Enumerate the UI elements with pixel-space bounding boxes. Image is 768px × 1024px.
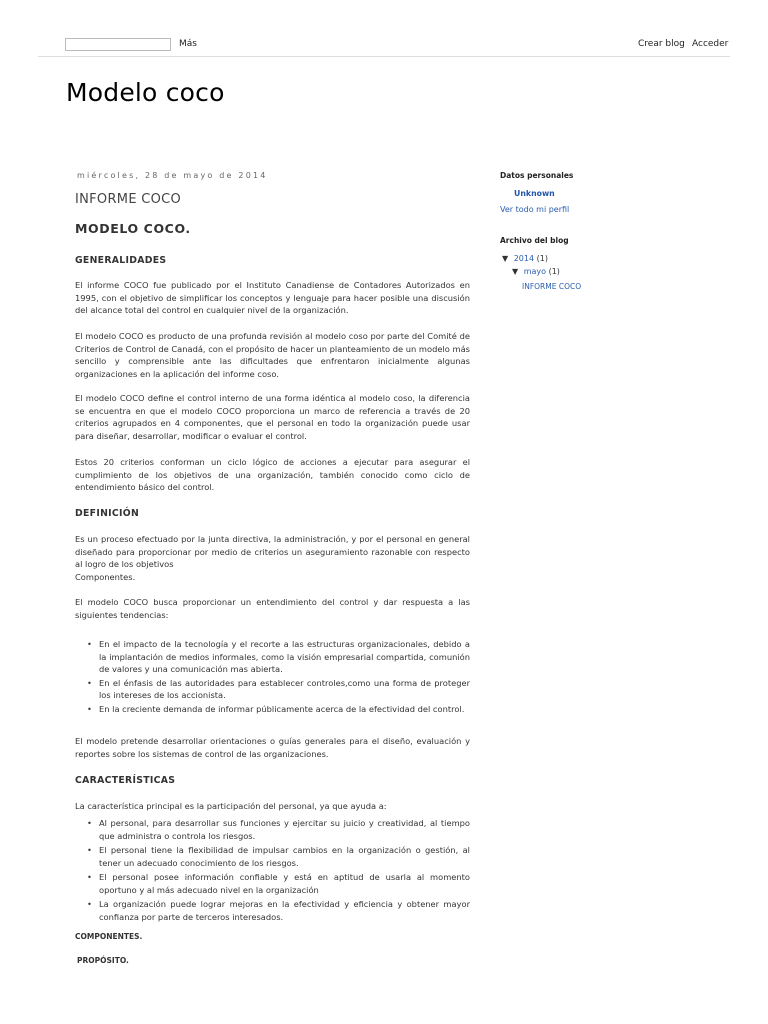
archive-month-link[interactable]: mayo — [523, 267, 547, 276]
blogger-navbar — [38, 30, 730, 57]
list-item: • En el impacto de la tecnología y el recorte a las estructuras organizacionales, debido a la implantación de medios informales, como la visión empresarial compartida, comunión de valores y una comunicación mas abierta. — [75, 638, 470, 676]
archive-month-count: (1) — [548, 267, 560, 276]
caracteristicas-list — [75, 817, 470, 923]
proposito-heading: PROPÓSITO. — [77, 956, 129, 965]
definicion-heading: DEFINICIÓN — [75, 508, 140, 519]
list-item: • En el énfasis de las autoridades para establecer controles,como una forma de proteger los intereses de los accionista. — [75, 677, 470, 702]
list-item: • El personal posee información confiable y está en aptitud de usarla al momento oportuno y al más adecuado nivel en la organización — [75, 871, 470, 896]
archive-month-row — [512, 267, 560, 276]
list-item: • El personal tiene la flexibilidad de impulsar cambios en la organización o gestión, al tener un adecuado conocimiento de los riesgos. — [75, 844, 470, 869]
componentes-heading: COMPONENTES. — [75, 932, 143, 941]
more-link[interactable]: Más — [179, 39, 197, 49]
post-date: miércoles, 28 de mayo de 2014 — [77, 171, 268, 180]
list-item: • En la creciente demanda de informar públicamente acerca de la efectividad del control. — [75, 703, 470, 716]
generalidades-paragraph-3: El modelo COCO define el control interno de una forma idéntica al modelo coso, la diferencia se encuentra en que el modelo COCO proporciona un marco de referencia a través de 20 criterios agrupados en 4 componentes, que el personal en todo la organización puede usar para diseñar, desarrollar, modificar o evaluar el control. — [75, 393, 470, 441]
caracteristicas-heading: CARACTERÍSTICAS — [75, 775, 176, 786]
collapse-triangle-icon[interactable]: ▼ — [502, 254, 509, 263]
blog-title[interactable]: Modelo coco — [66, 78, 225, 107]
list-item: • La organización puede lograr mejoras en la efectividad y eficiencia y obtener mayor confianza por parte de terceros interesados. — [75, 898, 470, 923]
archive-post-link[interactable]: INFORME COCO — [522, 282, 582, 291]
archive-year-row — [502, 254, 548, 263]
profile-name-link[interactable]: Unknown — [514, 189, 555, 198]
generalidades-heading: GENERALIDADES — [75, 255, 167, 266]
archive-year-count: (1) — [536, 254, 548, 263]
list-item: • Al personal, para desarrollar sus funciones y ejercitar su juicio y creatividad, al tiempo que administra o controla los riesgos. — [75, 817, 470, 842]
navbar-search-input[interactable] — [65, 38, 171, 51]
componentes-line: Componentes. — [75, 572, 136, 582]
archive-year-link[interactable]: 2014 — [513, 254, 535, 263]
definicion-paragraph: Es un proceso efectuado por la junta directiva, la administración, y por el personal en general diseñado para proporcionar por medio de criterios un aseguramiento razonable con respecto al logro de los objetivos — [75, 534, 470, 569]
generalidades-paragraph-2: El modelo COCO es producto de una profunda revisión al modelo coso por parte del Comité de Criterios de Control de Canadá, con el propósito de hacer un planteamiento de un modelo más sencillo y comprensible ante las dificultades que enfrentaron inicialmente algunas organizaciones en la aplicación del informe coso. — [75, 331, 470, 379]
profile-heading: Datos personales — [500, 171, 574, 180]
definicion-intro: El modelo COCO busca proporcionar un entendimiento del control y dar respuesta a las siguientes tendencias: — [75, 597, 470, 620]
view-profile-link[interactable]: Ver todo mi perfil — [500, 205, 570, 214]
tendencias-list — [75, 638, 470, 715]
create-blog-link[interactable]: Crear blog — [638, 39, 685, 49]
archive-heading: Archivo del blog — [500, 236, 569, 245]
collapse-triangle-icon[interactable]: ▼ — [512, 267, 519, 276]
sign-in-link[interactable]: Acceder — [692, 39, 729, 49]
generalidades-paragraph-4: Estos 20 criterios conforman un ciclo lógico de acciones a ejecutar para asegurar el cumplimiento de los objetivos de una organización, también conocido como ciclo de entendimiento básico del control. — [75, 457, 470, 492]
definicion-closing: El modelo pretende desarrollar orientaciones o guías generales para el diseño, evaluación y reportes sobre los sistemas de control de las organizaciones. — [75, 736, 470, 759]
post-title[interactable]: INFORME COCO — [75, 192, 182, 207]
caracteristicas-intro: La característica principal es la participación del personal, ya que ayuda a: — [75, 801, 387, 811]
generalidades-paragraph-1: El informe COCO fue publicado por el Instituto Canadiense de Contadores Autorizados en 1995, con el objetivo de simplificar los conceptos y lenguaje para hacer posible una discusión del alcance total del control en cualquier nivel de la organización. — [75, 280, 470, 315]
model-heading: MODELO COCO. — [75, 221, 191, 236]
